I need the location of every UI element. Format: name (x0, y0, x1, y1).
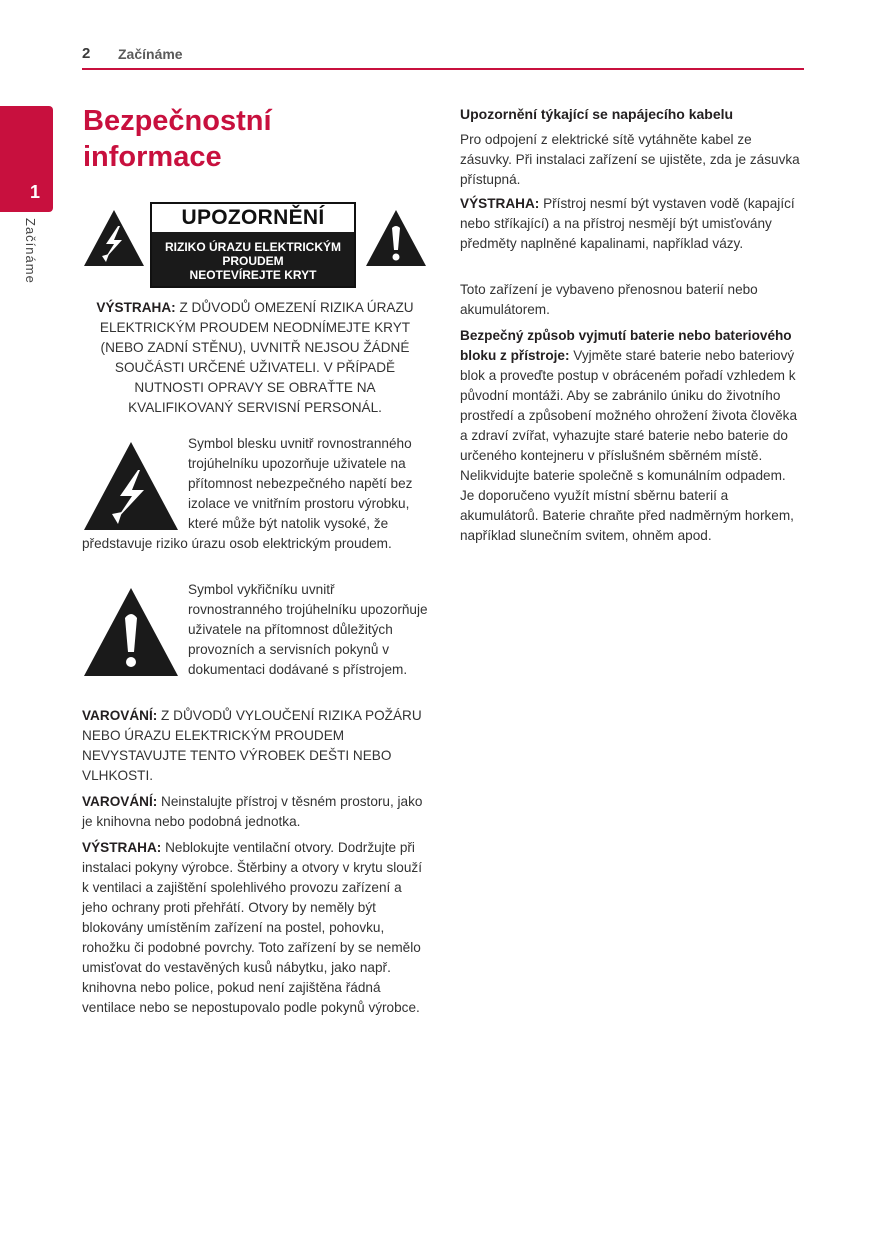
caution-label-line: RIZIKO ÚRAZU ELEKTRICKÝM (165, 240, 341, 254)
lightning-symbol-block (82, 434, 428, 554)
exclamation-symbol-block (82, 580, 428, 680)
power-cord-heading: Upozornění týkající se napájecího kabelu (460, 106, 734, 122)
caution-label: VÝSTRAHA: (82, 840, 162, 855)
exclamation-warning-icon (364, 208, 428, 268)
warning-label: VAROVÁNÍ: (82, 708, 158, 723)
exclamation-warning-icon (82, 586, 180, 678)
chapter-number: 1 (30, 182, 41, 202)
warning-text: Neinstalujte přístroj v těsném prostoru, jako je knihovna nebo podobná jednotka. (82, 794, 423, 829)
battery-info-paragraph: Toto zařízení je vybaveno přenosnou baterií nebo akumulátorem. (460, 282, 758, 317)
warning-paragraph-1 (82, 706, 428, 786)
warning-label: VAROVÁNÍ: (82, 794, 158, 809)
caution-label-title: UPOZORNĚNÍ (181, 206, 325, 229)
battery-removal-paragraph (460, 326, 800, 546)
running-header: Začínáme (118, 46, 183, 62)
warning-label-row (82, 200, 428, 292)
caution-label-box (150, 202, 356, 288)
caution-label-line: PROUDEM (222, 254, 284, 268)
lightning-warning-icon (82, 440, 180, 532)
ventilation-caution-paragraph (82, 838, 428, 1018)
header-divider (82, 68, 804, 70)
warning-text: Z DŮVODŮ VYLOUČENÍ RIZIKA POŽÁRU NEBO ÚRAZU ELEKTRICKÝM PROUDEM NEVYSTAVUJTE TENTO VÝROBEK DEŠTI NEBO VLHKOSTI. (82, 708, 422, 783)
page-number: 2 (82, 45, 91, 62)
caution-label: VÝSTRAHA: (96, 300, 176, 315)
battery-removal-text: Vyjměte staré baterie nebo bateriový blok a proveďte postup v obráceném pořadí vzhledem k původní montáži. Aby se zabránilo úniku do životního prostředí a způsobení možného ohrožení života člověka a zdraví zvířat, vyhazujte staré baterie nebo baterie do určeného kontejneru v příslušném sběrném místě. Nelikvidujte baterie společně s komunálním odpadem. Je doporučeno využít místní sběrnu baterií a akumulátorů. Baterie chraňte před nadměrným horkem, například slunečním svitem, ohněm apod. (460, 348, 798, 543)
power-cord-paragraph: Pro odpojení z elektrické sítě vytáhněte kabel ze zásuvky. Při instalaci zařízení se ujistěte, zda je zásuvka přístupná. (460, 132, 800, 187)
caution-text: Z DŮVODŮ OMEZENÍ RIZIKA ÚRAZU ELEKTRICKÝM PROUDEM NEODNÍMEJTE KRYT (NEBO ZADNÍ STĚNU), UVNITŘ NEJSOU ŽÁDNÉ SOUČÁSTI URČENÉ UŽIVATELI. V PŘÍPADĚ NUTNOSTI OPRAVY SE OBRAŤTE NA KVALIFIKOVANÝ SERVISNÍ PERSONÁL. (99, 300, 414, 415)
caution-text: Neblokujte ventilační otvory. Dodržujte při instalaci pokyny výrobce. Štěrbiny a otvory v krytu slouží k ventilaci a zajištění spolehlivého provozu zařízení a jeho ochrany proti přehřátí. Otvory by neměly být blokovány umístěním zařízení na postel, pohovku, rohožku či podobné povrchy. Toto zařízení by se nemělo umisťovat do vestavěných kusů nábytku, jako např. knihovna nebo police, pokud není zajištěna řádná ventilace nebo se nepostupovalo podle pokynů výrobce. (82, 840, 422, 1015)
water-caution-paragraph (460, 194, 800, 254)
page-title: Bezpečnostní informace (83, 105, 272, 173)
caution-text: Přístroj nesmí být vystaven vodě (kapající nebo stříkající) a na přístroj nesmějí být umisťovány předměty naplněné kapalinami, například vázy. (460, 196, 795, 251)
chapter-label: Začínáme (23, 218, 38, 284)
caution-label-body (152, 232, 354, 286)
caution-label: VÝSTRAHA: (460, 196, 540, 211)
caution-label-line: NEOTEVÍREJTE KRYT (189, 268, 317, 282)
warning-paragraph-2 (82, 792, 428, 832)
caution-paragraph (82, 298, 428, 418)
lightning-warning-icon (82, 208, 146, 268)
lightning-symbol-text: Symbol blesku uvnitř rovnostranného trojúhelníku upozorňuje uživatele na přítomnost nebezpečného napětí bez izolace ve vnitřním prostoru výrobku, které může být natolik vysoké, že představuje riziko úrazu osob elektrickým proudem. (82, 436, 413, 551)
exclamation-symbol-text: Symbol vykřičníku uvnitř rovnostranného trojúhelníku upozorňuje uživatele na přítomnost důležitých provozních a servisních pokynů v dokumentaci dodávané s přístrojem. (188, 582, 428, 677)
battery-removal-label: Bezpečný způsob vyjmutí baterie nebo bateriového bloku z přístroje: (460, 328, 792, 363)
